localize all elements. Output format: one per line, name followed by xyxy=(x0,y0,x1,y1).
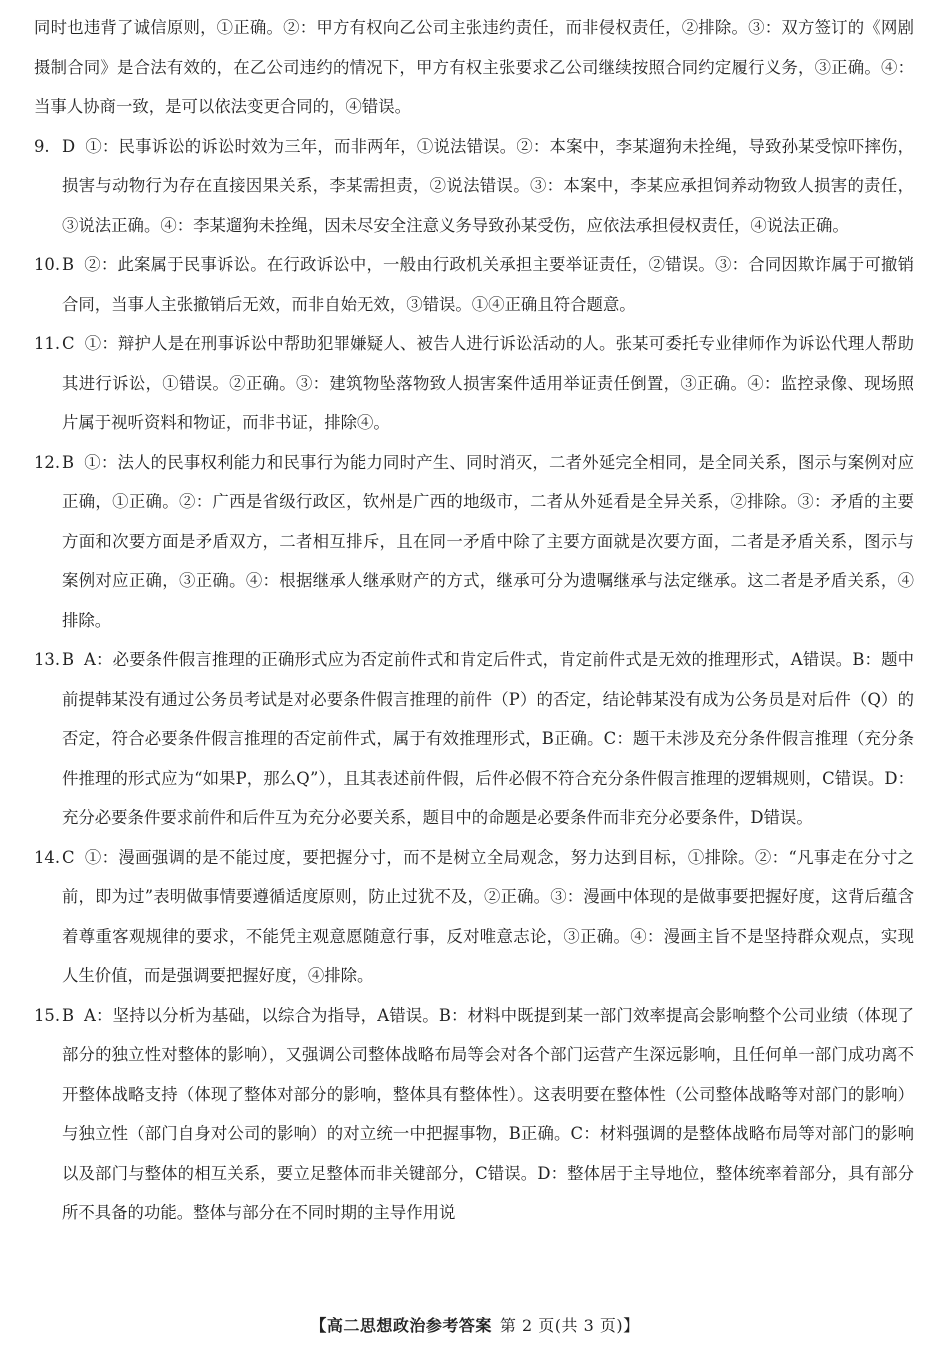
item-explanation: ①：辩护人是在刑事诉讼中帮助犯罪嫌疑人、被告人进行诉讼活动的人。张某可委托专业律师作为诉讼代理人帮助其进行诉讼，①错误。②正确。③：建筑物坠落物致人损害案件适用举证责任倒置，③正确。④：监控录像、现场照片属于视听资料和物证，而非书证，排除④。 xyxy=(62,334,914,432)
answer-item-15 xyxy=(34,996,914,1233)
item-explanation: ①：民事诉讼的诉讼时效为三年，而非两年，①说法错误。②：本案中，李某遛狗未拴绳，导致孙某受惊吓摔伤，损害与动物行为存在直接因果关系，李某需担责，②说法错误。③：本案中，李某应承担饲养动物致人损害的责任，③说法正确。④：李某遛狗未拴绳，因未尽安全注意义务导致孙某受伤，应依法承担侵权责任，④说法正确。 xyxy=(62,136,914,235)
item-explanation: ①：法人的民事权利能力和民事行为能力同时产生、同时消灭，二者外延完全相同，是全同关系，图示与案例对应正确，①正确。②：广西是省级行政区，钦州是广西的地级市，二者从外延看是全异关系，②排除。③：矛盾的主要方面和次要方面是矛盾双方，二者相互排斥，且在同一矛盾中除了主要方面就是次要方面，二者是矛盾关系，图示与案例对应正确，③正确。④：根据继承人继承财产的方式，继承可分为遗嘱继承与法定继承。这二者是矛盾关系，④排除。 xyxy=(62,452,914,630)
footer-title: 【高二思想政治参考答案 xyxy=(310,1316,492,1335)
answer-item-11 xyxy=(34,324,914,443)
answer-item-13 xyxy=(34,640,914,838)
item-answer: B xyxy=(62,1005,75,1025)
page-footer xyxy=(0,1306,950,1346)
answer-item-14 xyxy=(34,838,914,996)
answer-item-10 xyxy=(34,245,914,324)
answer-item-9 xyxy=(34,127,914,246)
item-number: 13. xyxy=(34,650,61,669)
item-explanation: ②：此案属于民事诉讼。在行政诉讼中，一般由行政机关承担主要举证责任，②错误。③：合同因欺诈属于可撤销合同，当事人主张撤销后无效，而非自始无效，③错误。①④正确且符合题意。 xyxy=(62,255,914,314)
item-answer: D xyxy=(62,136,76,156)
item-explanation: ①：漫画强调的是不能过度，要把握分寸，而不是树立全局观念，努力达到目标，①排除。②：“凡事走在分寸之前，即为过”表明做事情要遵循适度原则，防止过犹不及，②正确。③：漫画中体现的是做事要把握好度，这背后蕴含着尊重客观规律的要求，不能凭主观意愿随意行事，反对唯意志论，③正确。④：漫画主旨不是坚持群众观点，实现人生价值，而是强调要把握好度，④排除。 xyxy=(62,847,914,985)
item-answer: C xyxy=(62,334,75,353)
item-answer: C xyxy=(62,847,75,867)
item-number: 12. xyxy=(34,452,61,472)
item-explanation: A：必要条件假言推理的正确形式应为否定前件式和肯定后件式，肯定前件式是无效的推理形式，A错误。B：题中前提韩某没有通过公务员考试是对必要条件假言推理的前件（P）的否定，结论韩某没有成为公务员是对后件（Q）的否定，符合必要条件假言推理的否定前件式，属于有效推理形式，B正确。C：题干未涉及充分条件假言推理（充分条件推理的形式应为“如果P，那么Q”），且其表述前件假，后件必假不符合充分条件假言推理的逻辑规则，C错误。D：充分必要条件要求前件和后件互为充分必要关系，题目中的命题是必要条件而非充分必要条件，D错误。 xyxy=(62,650,914,827)
item-answer: B xyxy=(62,255,75,274)
continuation-paragraph: 同时也违背了诚信原则，①正确。②：甲方有权向乙公司主张违约责任，而非侵权责任，②排除。③：双方签订的《网剧摄制合同》是合法有效的，在乙公司违约的情况下，甲方有权主张要求乙公司继续按照合同约定履行义务，③正确。④：当事人协商一致，是可以依法变更合同的，④错误。 xyxy=(34,18,914,116)
item-answer: B xyxy=(62,452,75,472)
item-number: 15. xyxy=(34,1005,61,1025)
item-number: 10. xyxy=(34,255,61,274)
item-explanation: A：坚持以分析为基础，以综合为指导，A错误。B：材料中既提到某一部门效率提高会影响整个公司业绩（体现了部分的独立性对整体的影响），又强调公司整体战略布局等会对各个部门运营产生深远影响，且任何单一部门成功离不开整体战略支持（体现了整体对部分的影响，整体具有整体性）。这表明要在整体性（公司整体战略等对部门的影响）与独立性（部门自身对公司的影响）的对立统一中把握事物，B正确。C：材料强调的是整体战略布局等对部门的影响以及部门与整体的相互关系，要立足整体而非关键部分，C错误。D：整体居于主导地位，整体统率着部分，具有部分所不具备的功能。整体与部分在不同时期的主导作用说 xyxy=(62,1005,914,1222)
footer-page-number: 第 2 页(共 3 页)】 xyxy=(499,1316,640,1335)
item-answer: B xyxy=(62,650,75,669)
item-number: 9. xyxy=(34,136,50,156)
answer-item-12 xyxy=(34,443,914,641)
item-number: 11. xyxy=(34,334,61,353)
item-number: 14. xyxy=(34,847,61,867)
